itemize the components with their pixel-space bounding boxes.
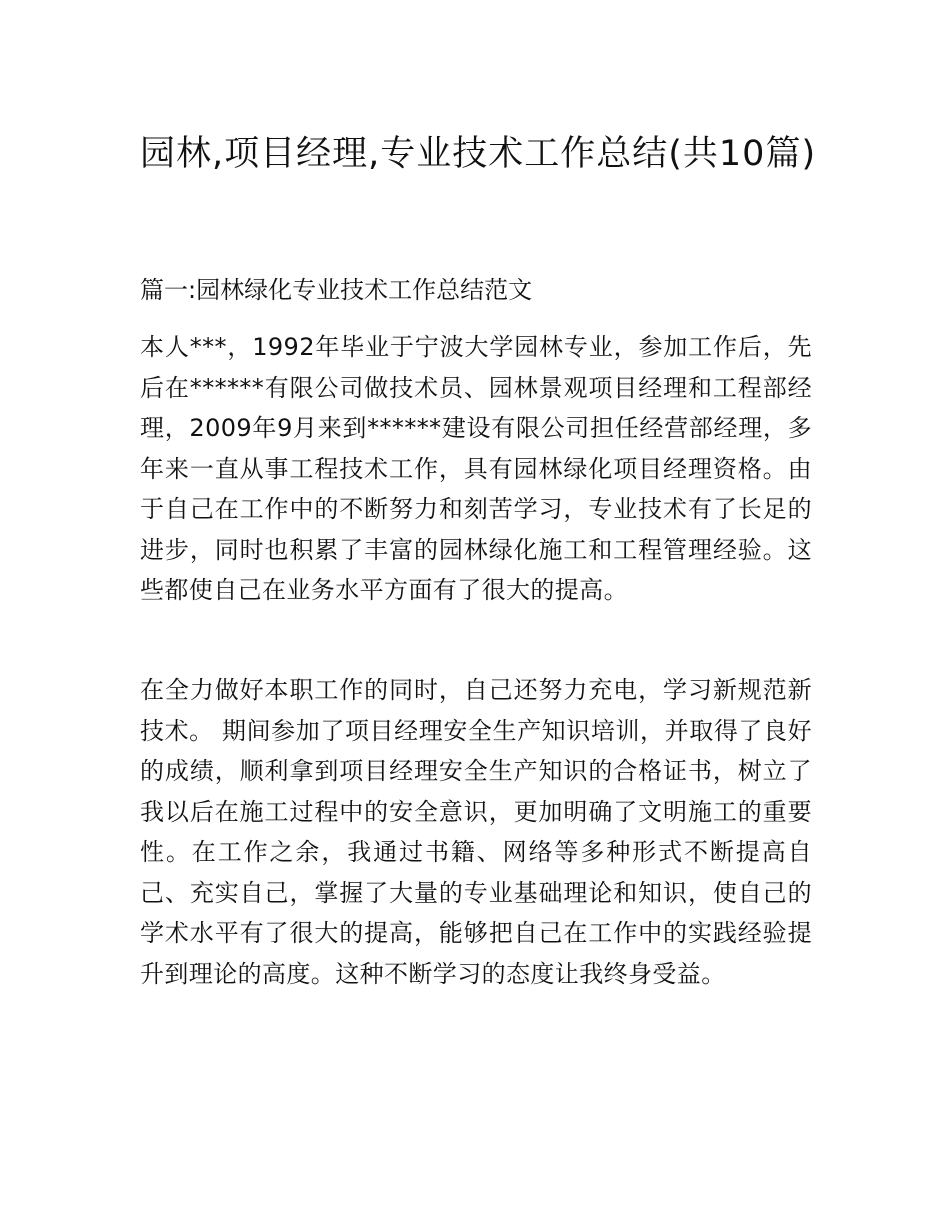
body-paragraph-2: 在全力做好本职工作的同时，自己还努力充电，学习新规范新技术。 期间参加了项目经理安全生产知识培训，并取得了良好的成绩，顺利拿到项目经理安全生产知识的合格证书，树立了我以后在施工过程中的安全意识，更加明确了文明施工的重要性。在工作之余，我通过书籍、网络等多种形式不断提高自己、充实自己，掌握了大量的专业基础理论和知识，使自己的学术水平有了很大的提高，能够把自己在工作中的实践经验提升到理论的高度。这种不断学习的态度让我终身受益。 [140, 676, 812, 988]
section-heading: 篇一:园林绿化专业技术工作总结范文 [140, 276, 533, 304]
body-paragraph-1: 本人***，1992年毕业于宁波大学园林专业，参加工作后，先后在******有限公司做技术员、园林景观项目经理和工程部经理，2009年9月来到******建设有限公司担任经营部经理，多年来一直从事工程技术工作，具有园林绿化项目经理资格。由于自己在工作中的不断努力和刻苦学习，专业技术有了长足的进步，同时也积累了丰富的园林绿化施工和工程管理经验。这些都使自己在业务水平方面有了很大的提高。 [140, 333, 812, 604]
document-title: 园林,项目经理,专业技术工作总结(共10篇) [140, 134, 817, 174]
